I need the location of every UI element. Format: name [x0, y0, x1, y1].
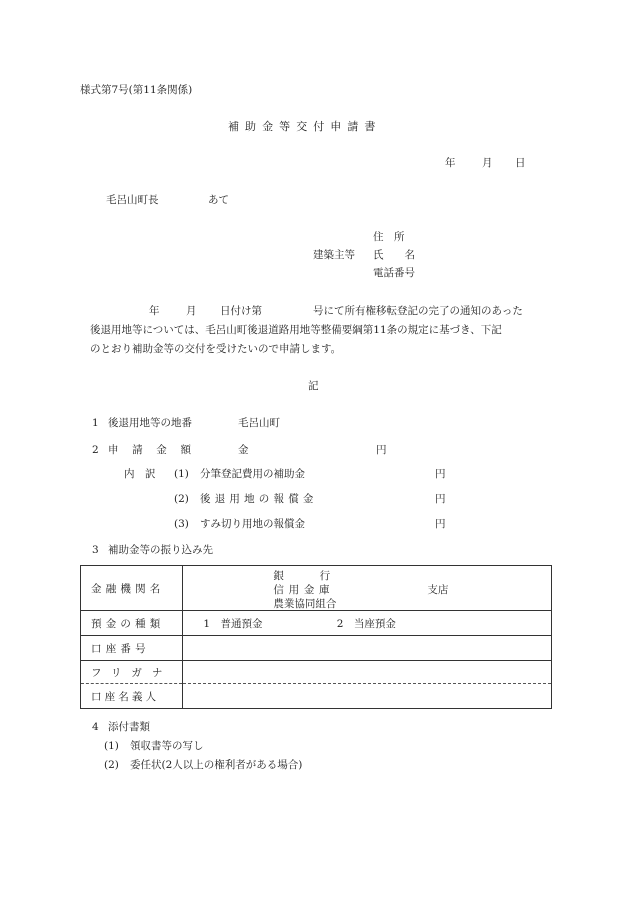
institution-label: 金融機関名 [81, 566, 183, 611]
deposit-type-field[interactable] [183, 611, 552, 636]
applicant-name-label: 氏 名 [373, 249, 415, 261]
breakdown-1-number: (1) [174, 468, 189, 480]
item3-label: 補助金等の振り込み先 [108, 544, 213, 556]
date-year-label: 年 [445, 157, 456, 169]
ki-label: 記 [308, 380, 319, 392]
attachment-2-number: (2) [104, 759, 119, 771]
applicant-phone-label: 電話番号 [373, 267, 415, 279]
breakdown-1-label: 分筆登記費用の補助金 [200, 468, 305, 480]
bank-row-furigana [81, 661, 552, 684]
breakdown-2-label: 後退用地の報償金 [200, 493, 318, 505]
bank-type-bank: 銀 行 [273, 570, 332, 582]
item1-label: 後退用地等の地番 [108, 417, 192, 429]
breakdown-2-yen: 円 [435, 493, 446, 505]
attachment-2-label: 委任状(2人以上の権利者がある場合) [130, 759, 303, 771]
furigana-label: フリガナ [81, 661, 183, 684]
item2-kin: 金 [238, 444, 249, 456]
item4-number: 4 [92, 721, 99, 733]
applicant-address-label: 住 所 [373, 231, 405, 243]
bank-type-agri-coop: 農業協同組合 [273, 598, 337, 610]
body-year: 年 [149, 305, 160, 317]
item1-value: 毛呂山町 [238, 417, 280, 429]
document-title: 補助金等交付申請書 [228, 120, 382, 133]
body-line2: 後退用地等については、毛呂山町後退道路用地等整備要綱第11条の規定に基づき、下記 [90, 324, 502, 336]
date-month-label: 月 [482, 157, 493, 169]
item4-label: 添付書類 [108, 721, 150, 733]
breakdown-3-label: すみ切り用地の報償金 [200, 518, 305, 530]
bank-transfer-table [80, 565, 552, 709]
account-holder-label: 口座名義人 [81, 684, 183, 709]
account-number-label: 口座番号 [81, 636, 183, 661]
bank-row-account-holder [81, 684, 552, 709]
breakdown-1-yen: 円 [435, 468, 446, 480]
item1-number: 1 [92, 417, 99, 429]
body-month: 月 [186, 305, 197, 317]
addressee-name: 毛呂山町長 [106, 194, 159, 206]
item2-yen: 円 [376, 444, 387, 456]
deposit-option-ordinary[interactable]: 1 普通預金 [203, 617, 263, 630]
item3-number: 3 [92, 544, 99, 556]
applicant-role-label: 建築主等 [313, 249, 355, 261]
bank-row-deposit-type [81, 611, 552, 636]
date-day-label: 日 [515, 157, 526, 169]
bank-row-account-number [81, 636, 552, 661]
item2-label: 申請金額 [108, 444, 205, 456]
account-number-field[interactable] [183, 636, 552, 661]
form-number: 様式第7号(第11条関係) [80, 84, 193, 96]
attachment-1-label: 領収書等の写し [130, 740, 204, 752]
branch-label: 支店 [427, 584, 449, 596]
attachment-1-number: (1) [104, 740, 119, 752]
institution-field[interactable] [183, 566, 552, 611]
bank-type-credit-union: 信用金庫 [273, 584, 335, 596]
breakdown-label: 内 訳 [124, 468, 156, 480]
bank-row-institution [81, 566, 552, 611]
deposit-type-label: 預金の種類 [81, 611, 183, 636]
body-line3: のとおり補助金等の交付を受けたいので申請します。 [90, 343, 342, 355]
breakdown-3-number: (3) [174, 518, 189, 530]
body-dated: 日付け第 [220, 305, 262, 317]
breakdown-2-number: (2) [174, 493, 189, 505]
furigana-field[interactable] [183, 661, 552, 684]
account-holder-field[interactable] [183, 684, 552, 709]
institution-options [193, 566, 541, 610]
breakdown-3-yen: 円 [435, 518, 446, 530]
addressee-suffix: あて [208, 194, 229, 206]
item2-number: 2 [92, 444, 99, 456]
body-line1-rest: 号にて所有権移転登記の完了の通知のあった [313, 305, 523, 317]
deposit-option-checking[interactable]: 2 当座預金 [336, 617, 396, 630]
